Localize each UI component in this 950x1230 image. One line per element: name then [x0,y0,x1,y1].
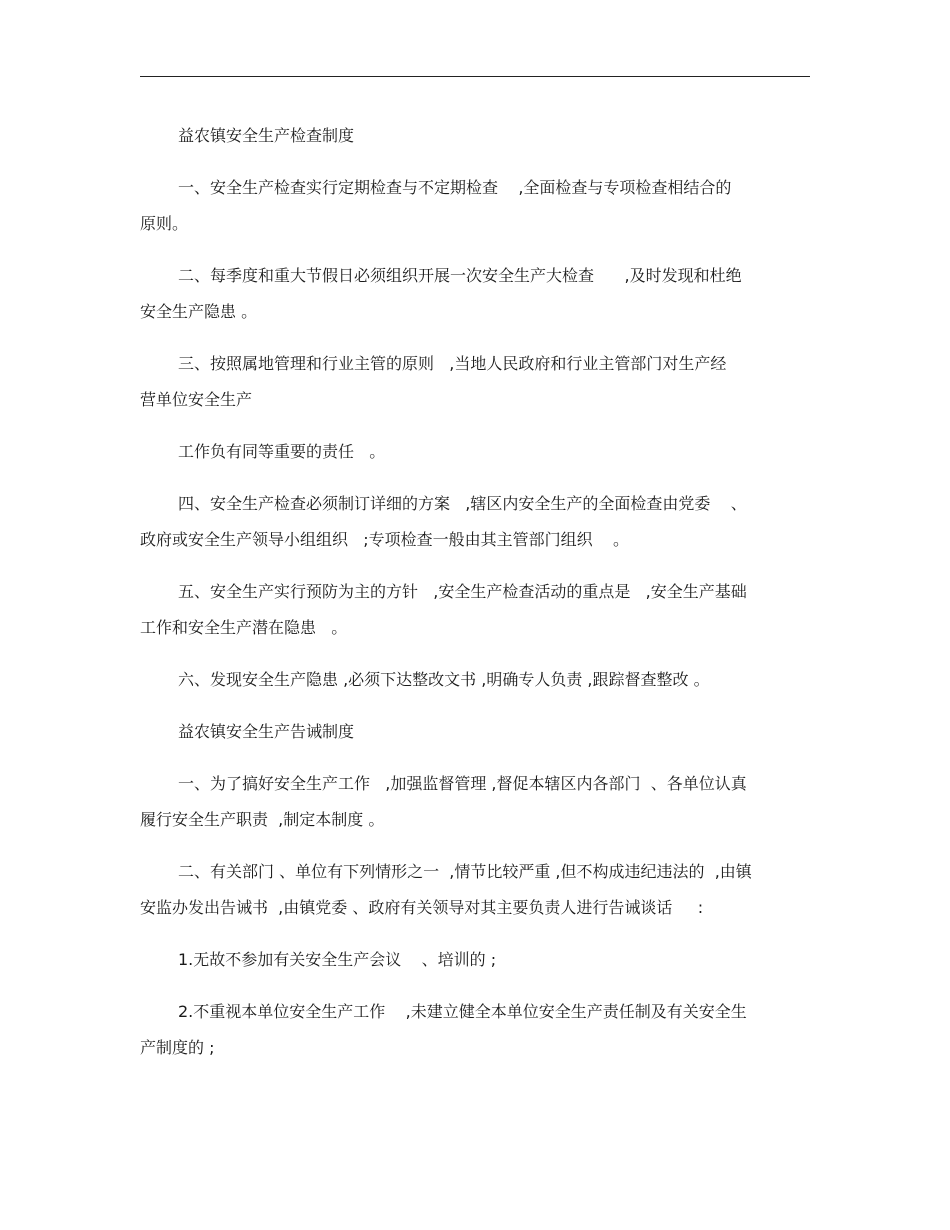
paragraph [140,766,810,838]
paragraph [140,942,810,978]
paragraph-line: 工作和安全生产潜在隐患 。 [140,618,348,637]
paragraph [140,662,810,698]
paragraph-line: 2.不重视本单位安全生产工作 ,未建立健全本单位安全生产责任制及有关安全生 [178,1002,747,1021]
paragraph-line: 二、每季度和重大节假日必须组织开展一次安全生产大检查 ,及时发现和杜绝 [178,266,742,285]
document-body [140,118,810,1082]
paragraph [140,118,810,154]
paragraph-line: 二、有关部门 、单位有下列情形之一 ,情节比较严重 ,但不构成违纪违法的 ,由镇 [178,862,752,881]
paragraph-line: 营单位安全生产 [140,390,253,409]
paragraph [140,170,810,242]
paragraph-line: 安监办发出告诫书 ,由镇党委 、政府有关领导对其主要负责人进行告诫谈话 : [140,898,704,917]
header-rule [140,76,810,77]
paragraph-line: 产制度的 ; [140,1038,215,1057]
paragraph-line: 1.无故不参加有关安全生产会议 、培训的 ; [178,950,497,969]
paragraph [140,346,810,418]
paragraph-line: 政府或安全生产领导小组组织 ;专项检查一般由其主管部门组织 。 [140,530,629,549]
paragraph-line: 一、安全生产检查实行定期检查与不定期检查 ,全面检查与专项检查相结合的 [178,178,732,197]
paragraph-line: 原则。 [140,214,189,233]
paragraph [140,486,810,558]
paragraph-line: 安全生产隐患 。 [140,302,258,321]
paragraph [140,574,810,646]
paragraph-line: 益农镇安全生产检查制度 [178,126,355,145]
paragraph [140,714,810,750]
paragraph [140,258,810,330]
paragraph-line: 益农镇安全生产告诫制度 [178,722,355,741]
paragraph-line: 四、安全生产检查必须制订详细的方案 ,辖区内安全生产的全面检查由党委 、 [178,494,747,513]
paragraph [140,434,810,470]
paragraph-line: 工作负有同等重要的责任 。 [178,442,386,461]
paragraph-line: 履行安全生产职责 ,制定本制度 。 [140,810,385,829]
paragraph-line: 五、安全生产实行预防为主的方针 ,安全生产检查活动的重点是 ,安全生产基础 [178,582,747,601]
paragraph [140,854,810,926]
paragraph [140,994,810,1066]
paragraph-line: 六、发现安全生产隐患 ,必须下达整改文书 ,明确专人负责 ,跟踪督查整改 。 [178,670,710,689]
paragraph-line: 三、按照属地管理和行业主管的原则 ,当地人民政府和行业主管部门对生产经 [178,354,727,373]
paragraph-line: 一、为了搞好安全生产工作 ,加强监督管理 ,督促本辖区内各部门 、各单位认真 [178,774,747,793]
